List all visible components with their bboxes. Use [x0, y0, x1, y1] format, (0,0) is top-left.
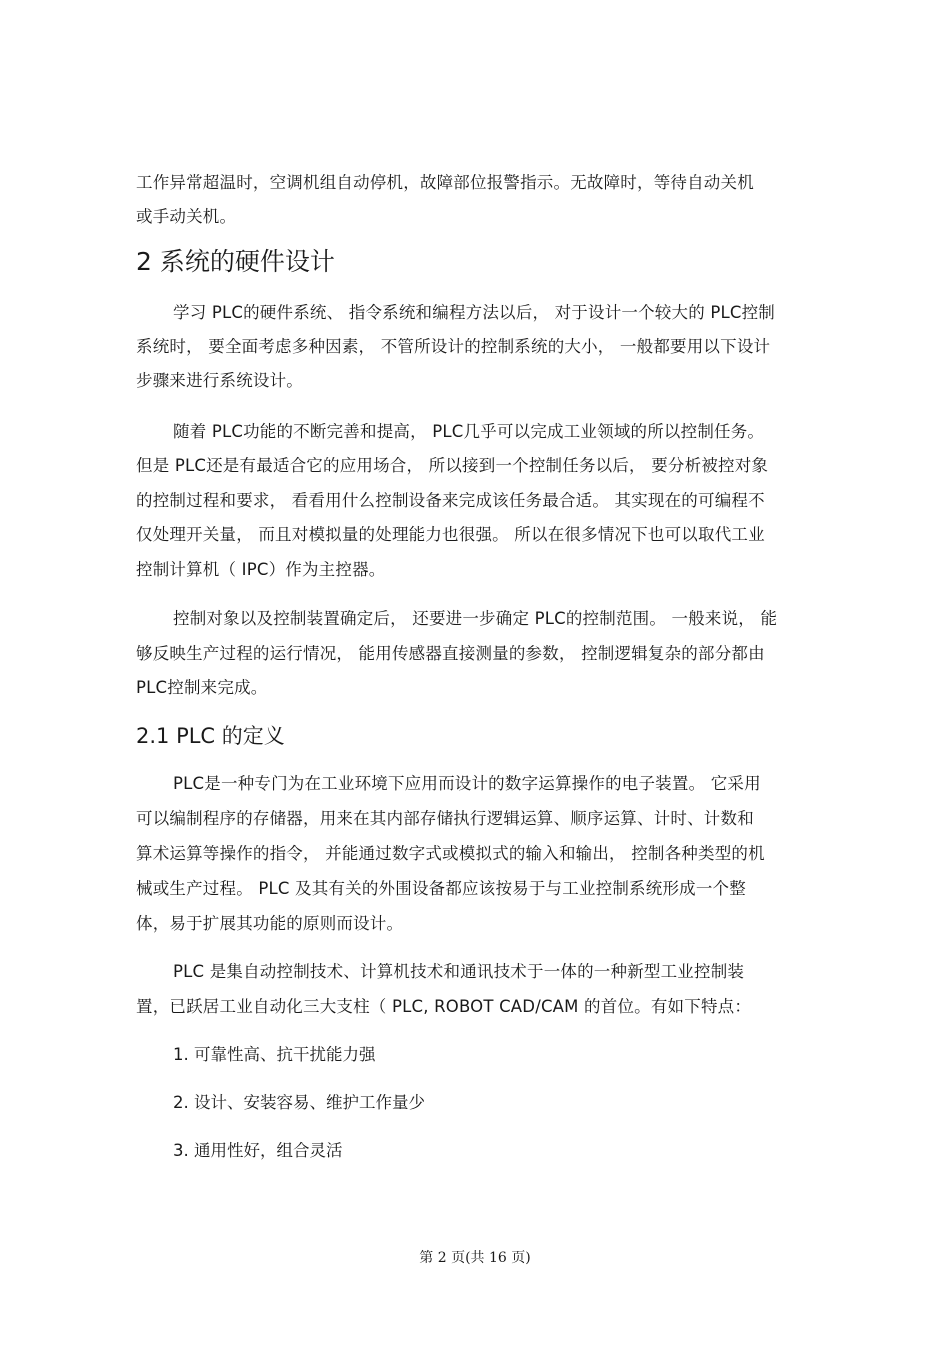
paragraph-line: PLC 是集自动控制技术、计算机技术和通讯技术于一体的一种新型工业控制装	[173, 962, 745, 981]
intro-line: 或手动关机。	[136, 207, 237, 226]
paragraph-line: 算术运算等操作的指令， 并能通过数字式或模拟式的输入和输出， 控制各种类型的机	[136, 844, 765, 863]
paragraph-line: 控制对象以及控制装置确定后， 还要进一步确定 PLC的控制范围。 一般来说， 能	[173, 609, 778, 628]
paragraph-line: 但是 PLC还是有最适合它的应用场合， 所以接到一个控制任务以后， 要分析被控对象	[136, 456, 769, 475]
paragraph-line: 的控制过程和要求， 看看用什么控制设备来完成该任务最合适。 其实现在的可编程不	[136, 491, 765, 510]
paragraph-line: 械或生产过程。 PLC 及其有关的外围设备都应该按易于与工业控制系统形成一个整	[136, 879, 746, 898]
paragraph-line: 随着 PLC功能的不断完善和提高， PLC几乎可以完成工业领域的所以控制任务。	[173, 422, 765, 441]
paragraph-line: PLC控制来完成。	[136, 678, 268, 697]
paragraph-line: 学习 PLC的硬件系统、 指令系统和编程方法以后， 对于设计一个较大的 PLC控制	[173, 303, 776, 322]
subsection-heading: 2.1 PLC 的定义	[136, 724, 285, 748]
paragraph-line: 控制计算机（ IPC）作为主控器。	[136, 560, 386, 579]
paragraph-line: 置，已跃居工业自动化三大支柱（ PLC, ROBOT CAD/CAM 的首位。有如下特点：	[136, 997, 752, 1016]
paragraph-line: 可以编制程序的存储器，用来在其内部存储执行逻辑运算、顺序运算、计时、计数和	[136, 809, 754, 828]
intro-line: 工作异常超温时，空调机组自动停机，故障部位报警指示。无故障时，等待自动关机	[136, 173, 754, 192]
section-heading: 2 系统的硬件设计	[136, 247, 335, 276]
page-footer: 第 2 页(共 16 页)	[419, 1250, 531, 1266]
paragraph-line: 步骤来进行系统设计。	[136, 371, 303, 390]
feature-item: 1. 可靠性高、抗干扰能力强	[173, 1045, 376, 1064]
paragraph-line: 仅处理开关量， 而且对模拟量的处理能力也很强。 所以在很多情况下也可以取代工业	[136, 525, 765, 544]
paragraph-line: 够反映生产过程的运行情况， 能用传感器直接测量的参数， 控制逻辑复杂的部分都由	[136, 644, 765, 663]
feature-item: 3. 通用性好，组合灵活	[173, 1141, 343, 1160]
feature-item: 2. 设计、安装容易、维护工作量少	[173, 1093, 425, 1112]
paragraph-line: 系统时， 要全面考虑多种因素， 不管所设计的控制系统的大小， 一般都要用以下设计	[136, 337, 771, 356]
paragraph-line: PLC是一种专门为在工业环境下应用而设计的数字运算操作的电子装置。 它采用	[173, 774, 761, 793]
paragraph-line: 体，易于扩展其功能的原则而设计。	[136, 914, 404, 933]
